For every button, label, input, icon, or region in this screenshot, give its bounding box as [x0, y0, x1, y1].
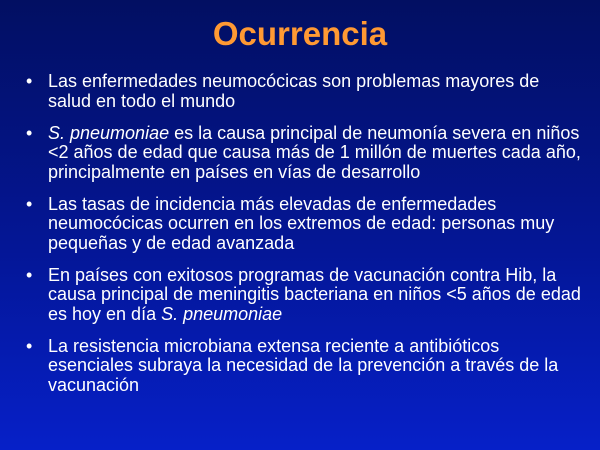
bullet-text: La resistencia microbiana extensa reciente a antibióticos esenciales subraya la necesidad de la prevención a través de la vacunación — [48, 335, 559, 395]
bullet-item — [24, 337, 584, 396]
bullet-item — [24, 266, 584, 325]
bullet-icon: • — [26, 335, 33, 356]
bullet-icon: • — [26, 122, 33, 143]
bullet-text: es la causa principal de neumonía severa en niños <2 años de edad que causa más de 1 millón de muertes cada año, principalmente en países en vías de desarrollo — [48, 122, 581, 182]
bullet-icon: • — [26, 71, 33, 91]
species-name: S. pneumoniae — [48, 122, 170, 143]
bullet-item — [24, 72, 584, 111]
bullet-list — [24, 72, 584, 408]
bullet-icon: • — [26, 264, 33, 285]
slide-title: Ocurrencia — [212, 15, 388, 52]
bullet-icon: • — [26, 193, 33, 214]
bullet-text: Las enfermedades neumocócicas son problemas mayores de salud en todo el mundo — [48, 71, 540, 111]
bullet-text: Las tasas de incidencia más elevadas de enfermedades neumocócicas ocurren en los extremos de edad: personas muy pequeñas y de edad avanzada — [48, 193, 555, 253]
species-name: S. pneumoniae — [161, 303, 283, 324]
bullet-text: En países con exitosos programas de vacunación contra Hib, la causa principal de meningitis bacteriana en niños <5 años de edad es hoy en día — [48, 264, 581, 324]
bullet-item — [24, 124, 584, 183]
bullet-item — [24, 195, 584, 254]
